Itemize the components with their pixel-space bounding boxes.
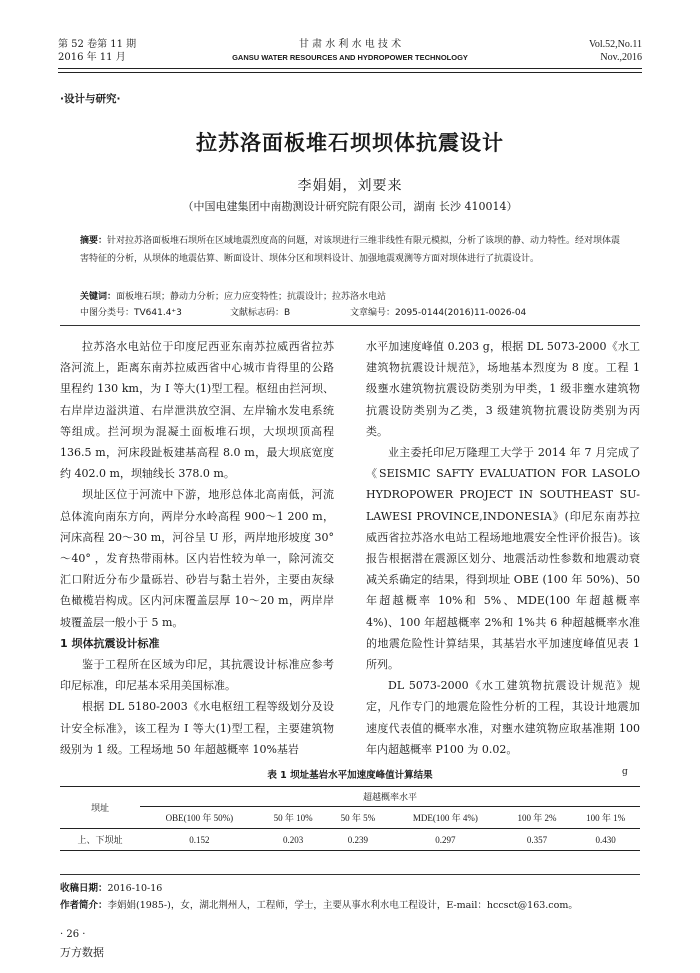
table-column-header: MDE(100 年 4%) xyxy=(412,813,478,823)
table-cell: 0.297 xyxy=(435,834,456,845)
journal-name-cn: 甘 肃 水 利 水 电 技 术 xyxy=(298,39,402,50)
body-column-right xyxy=(366,336,640,760)
section-tag: ·设计与研究· xyxy=(60,93,121,105)
table-group-header: 超越概率水平 xyxy=(140,787,640,807)
received-date: 2016-10-16 xyxy=(107,883,163,894)
body-paragraph: 根据 DL 5180-2003《水电枢纽工程等级划分及设计安全标准》，该工程为 Ⅰ 等大(1)型工程，主要建筑物级别为 1 级。工程场地 50 年超越概率 10%基岩 xyxy=(60,700,334,756)
table-cell: 0.152 xyxy=(189,834,210,845)
body-paragraph: 鉴于工程所在区域为印尼，其抗震设计标准应参考印尼标准，印尼基本采用美国标准。 xyxy=(60,658,334,693)
section-heading: 1 坝体抗震设计标准 xyxy=(60,636,160,650)
author-bio-label: 作者简介： xyxy=(60,900,108,911)
table-column-header: 100 年 2% xyxy=(517,813,557,823)
received-label: 收稿日期： xyxy=(60,883,108,894)
article-number: 文章编号：2095-0144(2016)11-0026-04 xyxy=(350,308,527,318)
document-code: 文献标志码：B xyxy=(230,308,291,318)
table-cell: 0.239 xyxy=(347,834,368,845)
watermark: 万方数据 xyxy=(60,946,104,959)
affiliation: （中国电建集团中南勘测设计研究院有限公司，湖南 长沙 410014） xyxy=(182,200,518,213)
abstract-text: 针对拉苏洛面板堆石坝所在区域地震烈度高的问题，对该坝进行三维非线性有限元模拟，分析了该坝的静、动力特性。经对坝体震害特征的分析，从坝体的地震估算、断面设计、坝体分区和坝料设计、加强地震观测等方面对坝体进行了抗震设计。 xyxy=(80,236,621,264)
table-cell-site: 上、下坝址 xyxy=(77,835,123,845)
volume-issue-cn: 第 52 卷第 11 期 xyxy=(58,39,137,50)
authors: 李娟娟，刘要来 xyxy=(297,178,403,194)
body-paragraph: 水平加速度峰值 0.203 g，根据 DL 5073-2000《水工建筑物抗震设计规范》，场地基本烈度为 8 度。工程 1 级壅水建筑物抗震设防类别为甲类，1 级非壅水建筑物抗震设防类别为乙类，3 级建筑物抗震设防类别为丙类。 xyxy=(366,340,640,438)
journal-name-en: GANSU WATER RESOURCES AND HYDROPOWER TECHNOLOGY xyxy=(232,53,468,62)
keywords-text: 面板堆石坝；静动力分析；应力应变特性；抗震设计；拉苏洛水电站 xyxy=(116,292,387,302)
table-cell: 0.357 xyxy=(526,834,548,845)
table-column-header: 50 年 10% xyxy=(273,813,313,823)
table-caption: 表 1 坝址基岩水平加速度峰值计算结果 xyxy=(267,770,433,781)
header-rule-thin xyxy=(58,72,642,73)
acceleration-table xyxy=(60,786,640,851)
keywords xyxy=(80,289,628,305)
table-unit: g xyxy=(622,767,628,777)
table-column-header: 100 年 1% xyxy=(586,813,626,823)
date-cn: 2016 年 11 月 xyxy=(58,52,126,63)
date-en: Nov.,2016 xyxy=(600,52,642,63)
body-column-left xyxy=(60,336,334,760)
volume-issue-en: Vol.52,No.11 xyxy=(588,39,642,50)
body-paragraph: DL 5073-2000《水工建筑物抗震设计规范》规定，凡作专门的地震危险性分析的工程，其设计地震加速度代表值的概率水准，对壅水建筑物应取基准期 100 年内超越概率 P100 为 0.02。 xyxy=(366,679,640,756)
table-row xyxy=(60,829,640,851)
abstract-rule xyxy=(60,325,640,326)
header-rule-thick xyxy=(58,68,642,69)
body-paragraph: 坝址区位于河流中下游，地形总体北高南低，河流总体流向南东方向，两岸分水岭高程 900～1 200 m，河床高程 20～30 m，河谷呈 U 形，两岸地形坡度 30° ～40° ，发育热带雨林。区内岩性较为单一，除河流交汇口附近分布少量砾岩、砂岩与黏土岩外，主要由灰绿色橄榄岩构成。区内河床覆盖层厚 10～20 m，两岸岸坡覆盖层一般小于 5 m。 xyxy=(60,488,334,629)
abstract-label: 摘要： xyxy=(80,236,108,246)
keywords-label: 关键词： xyxy=(80,292,117,302)
table-row-header: 坝址 xyxy=(60,787,140,829)
header-right xyxy=(589,38,642,64)
classification-line xyxy=(80,305,526,321)
table-cell: 0.430 xyxy=(595,834,616,845)
footnote xyxy=(60,880,640,914)
paper-title: 拉苏洛面板堆石坝坝体抗震设计 xyxy=(196,131,504,155)
page-number: · 26 · xyxy=(60,929,86,940)
table-column-header: OBE(100 年 50%) xyxy=(165,813,234,823)
body-paragraph: 业主委托印尼万隆理工大学于 2014 年 7 月完成了《SEISMIC SAFTY EVALUATION FOR LASOLO HYDROPOWER PROJECT IN SOUTHEAST SU-LAWESI PROVINCE,INDONESIA》(印尼东南苏拉威西省拉苏洛水电站工程场地地震安全性评价报告)。该报告根据潜在震源区划分、地震活动性参数和地震动衰减关系确定的结果，得到坝址 OBE (100 年 50%)、50 年超越概率 10%和 5%、MDE(100 年超越概率 4%)、100 年超越概率 2%和 1%共 6 种超越概率水准的地震危险性计算结果，其基岩水平加速度峰值见表 1 所列。 xyxy=(366,446,640,672)
table-column-header: 50 年 5% xyxy=(340,813,376,823)
table-cell: 0.203 xyxy=(283,834,304,845)
author-bio: 李娟娟(1985-)，女，湖北荆州人，工程师，学士，主要从事水利水电工程设计，E-mail：hccsct@163.com。 xyxy=(107,900,578,911)
footnote-rule xyxy=(60,874,640,875)
body-paragraph: 拉苏洛水电站位于印度尼西亚东南苏拉威西省拉苏洛河流上，距离东南苏拉威西省中心城市肯得里的公路里程约 130 km，为 Ⅰ 等大(1)型工程。枢纽由拦河坝、右岸岸边溢洪道、右岸泄洪放空洞、左岸输水发电系统等组成。拦河坝为混凝土面板堆石坝，大坝坝顶高程 136.5 m，河床段趾板建基高程 8.0 m，最大坝底宽度约 402.0 m，坝轴线长 378.0 m。 xyxy=(60,340,334,481)
clc-number: 中图分类号：TV641.4⁺3 xyxy=(80,308,182,318)
abstract xyxy=(80,232,628,268)
